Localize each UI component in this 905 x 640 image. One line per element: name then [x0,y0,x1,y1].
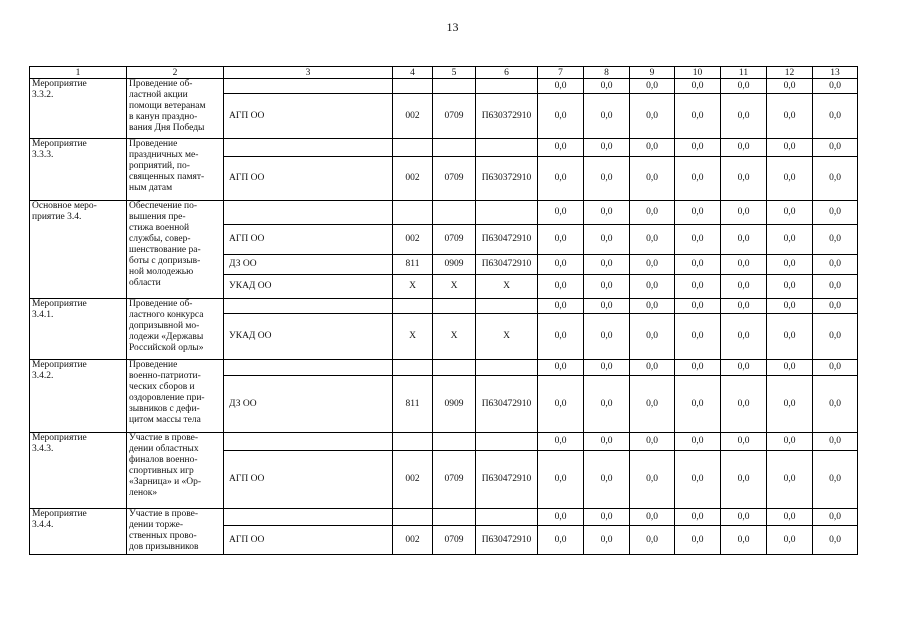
amount-cell: 0,0 [538,509,584,526]
amount-cell: 0,0 [813,275,858,299]
executor-cell: УКАД ОО [224,314,393,360]
grbs-code-cell: Х [393,275,433,299]
amount-cell: 0,0 [813,201,858,225]
target-article-cell: П630372910 [476,157,538,201]
amount-cell: 0,0 [813,451,858,509]
section-code-cell: 0709 [433,94,476,139]
amount-cell: 0,0 [538,360,584,376]
amount-cell: 0,0 [767,255,813,275]
amount-cell: 0,0 [584,94,630,139]
amount-cell: 0,0 [767,509,813,526]
amount-cell: 0,0 [630,314,675,360]
grbs-code-cell [393,299,433,314]
amount-cell: 0,0 [584,255,630,275]
section-code-cell [433,79,476,94]
target-article-cell: П630472910 [476,376,538,433]
activity-description-cell: Обеспечение по- вышения пре- стижа военной службы, совер- шенствование ра- боты с допризыв- ной молодежью области [127,201,224,299]
executor-cell [224,299,393,314]
amount-cell: 0,0 [767,299,813,314]
amount-cell: 0,0 [721,275,767,299]
amount-cell: 0,0 [538,376,584,433]
section-code-cell [433,299,476,314]
amount-cell: 0,0 [538,433,584,451]
target-article-cell: П630472910 [476,225,538,255]
target-article-cell [476,509,538,526]
amount-cell: 0,0 [675,376,721,433]
amount-cell: 0,0 [538,201,584,225]
amount-cell: 0,0 [584,451,630,509]
amount-cell: 0,0 [675,201,721,225]
table-row [30,360,858,376]
target-article-cell: П630372910 [476,94,538,139]
amount-cell: 0,0 [538,255,584,275]
target-article-cell [476,201,538,225]
amount-cell: 0,0 [584,314,630,360]
amount-cell: 0,0 [630,451,675,509]
amount-cell: 0,0 [584,157,630,201]
amount-cell: 0,0 [675,360,721,376]
amount-cell: 0,0 [721,201,767,225]
grbs-code-cell: 002 [393,451,433,509]
executor-cell: АГП ОО [224,526,393,555]
column-number-header: 8 [584,67,630,79]
section-code-cell: 0709 [433,451,476,509]
section-code-cell: 0709 [433,225,476,255]
target-article-cell [476,360,538,376]
activity-name-cell: Мероприятие 3.4.2. [30,360,127,433]
grbs-code-cell: 811 [393,255,433,275]
grbs-code-cell [393,360,433,376]
amount-cell: 0,0 [813,79,858,94]
grbs-code-cell [393,139,433,157]
amount-cell: 0,0 [675,509,721,526]
amount-cell: 0,0 [767,139,813,157]
target-article-cell [476,433,538,451]
executor-cell [224,509,393,526]
column-number-header: 2 [127,67,224,79]
target-article-cell: П630472910 [476,526,538,555]
column-number-header: 4 [393,67,433,79]
amount-cell: 0,0 [675,451,721,509]
target-article-cell: Х [476,314,538,360]
amount-cell: 0,0 [675,255,721,275]
grbs-code-cell: 002 [393,225,433,255]
amount-cell: 0,0 [584,139,630,157]
grbs-code-cell [393,79,433,94]
executor-cell [224,433,393,451]
amount-cell: 0,0 [767,433,813,451]
amount-cell: 0,0 [584,299,630,314]
amount-cell: 0,0 [721,376,767,433]
amount-cell: 0,0 [813,299,858,314]
executor-cell: ДЗ ОО [224,255,393,275]
amount-cell: 0,0 [767,376,813,433]
activity-name-cell: Мероприятие 3.4.3. [30,433,127,509]
amount-cell: 0,0 [813,139,858,157]
section-code-cell: 0709 [433,526,476,555]
target-article-cell [476,139,538,157]
amount-cell: 0,0 [584,225,630,255]
amount-cell: 0,0 [721,314,767,360]
page-number: 13 [446,20,459,34]
target-article-cell: П630472910 [476,255,538,275]
amount-cell: 0,0 [721,139,767,157]
column-number-header: 6 [476,67,538,79]
grbs-code-cell: 002 [393,157,433,201]
amount-cell: 0,0 [813,433,858,451]
amount-cell: 0,0 [767,225,813,255]
amount-cell: 0,0 [721,157,767,201]
executor-cell: АГП ОО [224,157,393,201]
column-number-header: 7 [538,67,584,79]
activity-name-cell: Мероприятие 3.4.1. [30,299,127,360]
amount-cell: 0,0 [721,509,767,526]
target-article-cell [476,299,538,314]
column-number-header: 12 [767,67,813,79]
activity-description-cell: Проведение об- ластной акции помощи ветеранам в канун праздно- вания Дня Победы [127,79,224,139]
amount-cell: 0,0 [767,157,813,201]
amount-cell: 0,0 [675,79,721,94]
grbs-code-cell: 002 [393,526,433,555]
table-row [30,79,858,94]
grbs-code-cell [393,433,433,451]
column-number-header: 3 [224,67,393,79]
grbs-code-cell: 002 [393,94,433,139]
section-code-cell [433,433,476,451]
section-code-cell: Х [433,275,476,299]
grbs-code-cell [393,509,433,526]
amount-cell: 0,0 [721,255,767,275]
table-row [30,201,858,225]
amount-cell: 0,0 [538,225,584,255]
amount-cell: 0,0 [721,299,767,314]
grbs-code-cell: 811 [393,376,433,433]
column-number-header: 9 [630,67,675,79]
executor-cell: АГП ОО [224,225,393,255]
amount-cell: 0,0 [767,451,813,509]
amount-cell: 0,0 [630,360,675,376]
table-row [30,139,858,157]
amount-cell: 0,0 [630,255,675,275]
amount-cell: 0,0 [721,225,767,255]
section-code-cell [433,139,476,157]
amount-cell: 0,0 [675,139,721,157]
amount-cell: 0,0 [767,314,813,360]
amount-cell: 0,0 [538,299,584,314]
target-article-cell: П630472910 [476,451,538,509]
activity-name-cell: Мероприятие 3.4.4. [30,509,127,555]
table-row [30,433,858,451]
amount-cell: 0,0 [767,526,813,555]
activity-description-cell: Проведение военно-патриоти- ческих сборов и оздоровление при- зывников с дефи- цитом массы тела [127,360,224,433]
executor-cell: ДЗ ОО [224,376,393,433]
amount-cell: 0,0 [630,376,675,433]
amount-cell: 0,0 [538,139,584,157]
section-code-cell: 0709 [433,157,476,201]
amount-cell: 0,0 [675,526,721,555]
amount-cell: 0,0 [813,376,858,433]
amount-cell: 0,0 [675,299,721,314]
amount-cell: 0,0 [630,526,675,555]
amount-cell: 0,0 [721,360,767,376]
amount-cell: 0,0 [813,314,858,360]
target-article-cell: Х [476,275,538,299]
amount-cell: 0,0 [675,94,721,139]
amount-cell: 0,0 [813,94,858,139]
section-code-cell: 0909 [433,255,476,275]
amount-cell: 0,0 [630,225,675,255]
amount-cell: 0,0 [813,157,858,201]
amount-cell: 0,0 [675,275,721,299]
amount-cell: 0,0 [538,94,584,139]
section-code-cell: Х [433,314,476,360]
executor-cell: УКАД ОО [224,275,393,299]
amount-cell: 0,0 [767,275,813,299]
amount-cell: 0,0 [584,376,630,433]
amount-cell: 0,0 [584,433,630,451]
amount-cell: 0,0 [538,275,584,299]
column-number-header: 13 [813,67,858,79]
amount-cell: 0,0 [675,225,721,255]
amount-cell: 0,0 [538,526,584,555]
section-code-cell [433,360,476,376]
activity-name-cell: Основное меро- приятие 3.4. [30,201,127,299]
executor-cell [224,139,393,157]
amount-cell: 0,0 [813,509,858,526]
amount-cell: 0,0 [675,433,721,451]
amount-cell: 0,0 [813,255,858,275]
amount-cell: 0,0 [630,433,675,451]
amount-cell: 0,0 [630,509,675,526]
amount-cell: 0,0 [767,201,813,225]
section-code-cell: 0909 [433,376,476,433]
activity-description-cell: Участие в прове- дении областных финалов военно- спортивных игр «Зарница» и «Ор- ленок» [127,433,224,509]
amount-cell: 0,0 [538,451,584,509]
amount-cell: 0,0 [813,360,858,376]
grbs-code-cell: Х [393,314,433,360]
amount-cell: 0,0 [630,157,675,201]
target-article-cell [476,79,538,94]
amount-cell: 0,0 [630,275,675,299]
amount-cell: 0,0 [721,94,767,139]
grbs-code-cell [393,201,433,225]
amount-cell: 0,0 [630,299,675,314]
section-code-cell [433,201,476,225]
amount-cell: 0,0 [538,79,584,94]
executor-cell: АГП ОО [224,94,393,139]
executor-cell [224,360,393,376]
column-number-header: 1 [30,67,127,79]
amount-cell: 0,0 [813,225,858,255]
amount-cell: 0,0 [721,451,767,509]
amount-cell: 0,0 [767,360,813,376]
activity-description-cell: Участие в прове- дении торже- ственных прово- дов призывников [127,509,224,555]
amount-cell: 0,0 [813,526,858,555]
amount-cell: 0,0 [584,275,630,299]
amount-cell: 0,0 [584,79,630,94]
table-row [30,509,858,526]
amount-cell: 0,0 [721,79,767,94]
executor-cell [224,79,393,94]
amount-cell: 0,0 [767,94,813,139]
budget-table [29,66,858,555]
activity-name-cell: Мероприятие 3.3.2. [30,79,127,139]
amount-cell: 0,0 [584,360,630,376]
column-number-header: 10 [675,67,721,79]
amount-cell: 0,0 [584,201,630,225]
section-code-cell [433,509,476,526]
amount-cell: 0,0 [630,139,675,157]
activity-description-cell: Проведение об- ластного конкурса допризывной мо- лодежи «Державы Российской орлы» [127,299,224,360]
executor-cell: АГП ОО [224,451,393,509]
amount-cell: 0,0 [630,201,675,225]
column-number-header: 5 [433,67,476,79]
amount-cell: 0,0 [675,314,721,360]
amount-cell: 0,0 [584,526,630,555]
amount-cell: 0,0 [675,157,721,201]
amount-cell: 0,0 [767,79,813,94]
amount-cell: 0,0 [721,433,767,451]
executor-cell [224,201,393,225]
amount-cell: 0,0 [538,314,584,360]
amount-cell: 0,0 [538,157,584,201]
column-number-header: 11 [721,67,767,79]
amount-cell: 0,0 [721,526,767,555]
amount-cell: 0,0 [630,79,675,94]
amount-cell: 0,0 [630,94,675,139]
table-row [30,299,858,314]
activity-description-cell: Проведение праздничных ме- роприятий, по- священных памят- ным датам [127,139,224,201]
activity-name-cell: Мероприятие 3.3.3. [30,139,127,201]
header-row [30,67,858,79]
amount-cell: 0,0 [584,509,630,526]
